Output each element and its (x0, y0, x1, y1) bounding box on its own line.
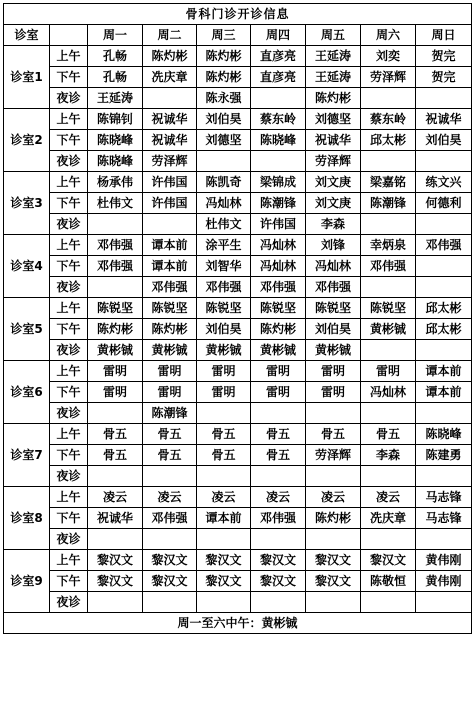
doctor-cell: 陈锐坚 (306, 298, 361, 319)
doctor-cell: 幸炳泉 (361, 235, 416, 256)
doctor-cell: 黎汉文 (251, 571, 306, 592)
session-label: 上午 (50, 235, 88, 256)
table-row (4, 445, 472, 466)
doctor-cell: 冯灿林 (251, 235, 306, 256)
doctor-cell: 陈永强 (197, 88, 251, 109)
doctor-cell: 陈锐坚 (361, 298, 416, 319)
doctor-cell: 陈锐坚 (143, 298, 197, 319)
doctor-cell: 祝诚华 (143, 130, 197, 151)
doctor-cell (251, 151, 306, 172)
session-label: 上午 (50, 109, 88, 130)
doctor-cell: 谭本前 (416, 361, 472, 382)
doctor-cell: 冼庆章 (143, 67, 197, 88)
doctor-cell (251, 88, 306, 109)
table-row (4, 193, 472, 214)
room-label: 诊室5 (4, 298, 50, 361)
doctor-cell: 骨五 (197, 424, 251, 445)
header-session (50, 25, 88, 46)
doctor-cell: 雷明 (143, 361, 197, 382)
doctor-cell: 骨五 (361, 424, 416, 445)
room-label: 诊室1 (4, 46, 50, 109)
table-row (4, 109, 472, 130)
doctor-cell (416, 88, 472, 109)
doctor-cell: 黎汉文 (88, 571, 143, 592)
doctor-cell: 陈晓峰 (88, 151, 143, 172)
doctor-cell: 骨五 (88, 445, 143, 466)
doctor-cell: 黎汉文 (197, 571, 251, 592)
doctor-cell: 凌云 (197, 487, 251, 508)
doctor-cell: 谭本前 (416, 382, 472, 403)
doctor-cell: 蔡东岭 (361, 109, 416, 130)
doctor-cell: 凌云 (306, 487, 361, 508)
doctor-cell (197, 403, 251, 424)
doctor-cell: 杨承伟 (88, 172, 143, 193)
session-label: 夜诊 (50, 88, 88, 109)
doctor-cell (306, 529, 361, 550)
doctor-cell: 劳泽辉 (361, 67, 416, 88)
doctor-cell: 雷明 (197, 361, 251, 382)
header-row (4, 25, 472, 46)
session-label: 上午 (50, 298, 88, 319)
doctor-cell: 祝诚华 (143, 109, 197, 130)
doctor-cell: 黄彬铖 (143, 340, 197, 361)
session-label: 下午 (50, 508, 88, 529)
doctor-cell: 陈灼彬 (197, 46, 251, 67)
table-row (4, 571, 472, 592)
doctor-cell: 陈晓峰 (88, 130, 143, 151)
table-row (4, 508, 472, 529)
doctor-cell: 黄彬铖 (251, 340, 306, 361)
doctor-cell: 骨五 (88, 424, 143, 445)
doctor-cell: 邱太彬 (416, 319, 472, 340)
session-label: 下午 (50, 319, 88, 340)
doctor-cell (361, 277, 416, 298)
doctor-cell: 许伟国 (251, 214, 306, 235)
doctor-cell: 冯灿林 (197, 193, 251, 214)
table-row (4, 382, 472, 403)
header-day: 周二 (143, 25, 197, 46)
doctor-cell: 黄伟刚 (416, 571, 472, 592)
doctor-cell: 许伟国 (143, 172, 197, 193)
doctor-cell: 雷明 (306, 382, 361, 403)
doctor-cell (88, 466, 143, 487)
table-row (4, 550, 472, 571)
doctor-cell: 陈潮锋 (251, 193, 306, 214)
table-row (4, 46, 472, 67)
doctor-cell: 陈晓峰 (416, 424, 472, 445)
table-row (4, 130, 472, 151)
doctor-cell: 黎汉文 (143, 550, 197, 571)
table-row (4, 277, 472, 298)
doctor-cell: 邓伟强 (306, 277, 361, 298)
doctor-cell (197, 466, 251, 487)
doctor-cell: 雷明 (306, 361, 361, 382)
doctor-cell: 劳泽辉 (306, 445, 361, 466)
doctor-cell: 黄彬铖 (197, 340, 251, 361)
doctor-cell (88, 214, 143, 235)
doctor-cell (143, 214, 197, 235)
doctor-cell: 陈潮锋 (143, 403, 197, 424)
doctor-cell: 劳泽辉 (143, 151, 197, 172)
doctor-cell: 黎汉文 (143, 571, 197, 592)
doctor-cell: 蔡东岭 (251, 109, 306, 130)
doctor-cell (197, 592, 251, 613)
doctor-cell: 刘奕 (361, 46, 416, 67)
doctor-cell: 梁嘉铭 (361, 172, 416, 193)
table-row (4, 466, 472, 487)
doctor-cell (361, 340, 416, 361)
room-label: 诊室7 (4, 424, 50, 487)
doctor-cell (416, 340, 472, 361)
doctor-cell: 直彦亮 (251, 46, 306, 67)
doctor-cell: 马志锋 (416, 508, 472, 529)
table-row (4, 151, 472, 172)
session-label: 上午 (50, 487, 88, 508)
doctor-cell: 陈建勇 (416, 445, 472, 466)
doctor-cell: 凌云 (143, 487, 197, 508)
doctor-cell: 何德利 (416, 193, 472, 214)
table-row (4, 424, 472, 445)
session-label: 上午 (50, 424, 88, 445)
doctor-cell: 邓伟强 (197, 277, 251, 298)
table-row (4, 592, 472, 613)
doctor-cell: 刘德坚 (306, 109, 361, 130)
doctor-cell: 祝诚华 (306, 130, 361, 151)
doctor-cell: 许伟国 (143, 193, 197, 214)
doctor-cell: 陈灼彬 (143, 46, 197, 67)
doctor-cell: 贺完 (416, 67, 472, 88)
table-row (4, 172, 472, 193)
doctor-cell (416, 592, 472, 613)
room-label: 诊室8 (4, 487, 50, 550)
session-label: 上午 (50, 46, 88, 67)
doctor-cell: 黄彬铖 (306, 340, 361, 361)
doctor-cell (197, 151, 251, 172)
doctor-cell: 劳泽辉 (306, 151, 361, 172)
doctor-cell: 刘伯昊 (197, 319, 251, 340)
doctor-cell (361, 403, 416, 424)
schedule-body (4, 46, 472, 613)
doctor-cell: 冼庆章 (361, 508, 416, 529)
doctor-cell (416, 151, 472, 172)
doctor-cell: 陈灼彬 (197, 67, 251, 88)
doctor-cell: 谭本前 (143, 256, 197, 277)
session-label: 下午 (50, 130, 88, 151)
doctor-cell: 王延涛 (88, 88, 143, 109)
doctor-cell: 杜伟文 (88, 193, 143, 214)
doctor-cell (88, 529, 143, 550)
doctor-cell (416, 256, 472, 277)
doctor-cell (143, 88, 197, 109)
doctor-cell: 黎汉文 (251, 550, 306, 571)
session-label: 夜诊 (50, 403, 88, 424)
doctor-cell: 黎汉文 (306, 571, 361, 592)
doctor-cell: 邓伟强 (251, 508, 306, 529)
doctor-cell (143, 466, 197, 487)
doctor-cell: 雷明 (251, 382, 306, 403)
doctor-cell: 雷明 (251, 361, 306, 382)
doctor-cell: 陈敬恒 (361, 571, 416, 592)
doctor-cell: 骨五 (306, 424, 361, 445)
table-row (4, 256, 472, 277)
doctor-cell: 黎汉文 (306, 550, 361, 571)
doctor-cell: 谭本前 (197, 508, 251, 529)
table-row (4, 319, 472, 340)
header-room: 诊室 (4, 25, 50, 46)
session-label: 上午 (50, 172, 88, 193)
doctor-cell (361, 466, 416, 487)
doctor-cell: 雷明 (88, 361, 143, 382)
doctor-cell (251, 592, 306, 613)
doctor-cell: 祝诚华 (88, 508, 143, 529)
doctor-cell (361, 214, 416, 235)
doctor-cell: 祝诚华 (416, 109, 472, 130)
doctor-cell: 刘伯昊 (306, 319, 361, 340)
doctor-cell: 刘伯昊 (416, 130, 472, 151)
doctor-cell: 冯灿林 (306, 256, 361, 277)
table-row (4, 235, 472, 256)
doctor-cell: 黄彬铖 (361, 319, 416, 340)
doctor-cell (88, 403, 143, 424)
doctor-cell: 黎汉文 (197, 550, 251, 571)
session-label: 下午 (50, 67, 88, 88)
table-row (4, 361, 472, 382)
doctor-cell: 骨五 (251, 445, 306, 466)
doctor-cell (306, 466, 361, 487)
header-day: 周一 (88, 25, 143, 46)
doctor-cell: 邓伟强 (251, 277, 306, 298)
doctor-cell: 黎汉文 (88, 550, 143, 571)
doctor-cell (143, 529, 197, 550)
doctor-cell: 黄伟刚 (416, 550, 472, 571)
session-label: 夜诊 (50, 151, 88, 172)
doctor-cell (251, 466, 306, 487)
doctor-cell: 冯灿林 (361, 382, 416, 403)
doctor-cell: 邓伟强 (143, 508, 197, 529)
doctor-cell: 骨五 (251, 424, 306, 445)
table-row (4, 340, 472, 361)
table-row (4, 298, 472, 319)
session-label: 夜诊 (50, 466, 88, 487)
doctor-cell: 陈锦钊 (88, 109, 143, 130)
doctor-cell (88, 277, 143, 298)
session-label: 夜诊 (50, 340, 88, 361)
doctor-cell: 刘伯昊 (197, 109, 251, 130)
doctor-cell: 邓伟强 (361, 256, 416, 277)
doctor-cell (416, 277, 472, 298)
doctor-cell (361, 592, 416, 613)
doctor-cell (197, 529, 251, 550)
doctor-cell: 王延涛 (306, 46, 361, 67)
doctor-cell: 陈锐坚 (251, 298, 306, 319)
doctor-cell (306, 592, 361, 613)
doctor-cell: 谭本前 (143, 235, 197, 256)
session-label: 夜诊 (50, 592, 88, 613)
table-row (4, 67, 472, 88)
doctor-cell: 凌云 (361, 487, 416, 508)
schedule-page (3, 3, 473, 634)
doctor-cell: 孔畅 (88, 46, 143, 67)
session-label: 上午 (50, 361, 88, 382)
doctor-cell: 王延涛 (306, 67, 361, 88)
header-day: 周五 (306, 25, 361, 46)
doctor-cell: 孔畅 (88, 67, 143, 88)
table-row (4, 529, 472, 550)
doctor-cell: 陈凯奇 (197, 172, 251, 193)
session-label: 夜诊 (50, 529, 88, 550)
doctor-cell: 邱太彬 (361, 130, 416, 151)
doctor-cell: 陈灼彬 (306, 88, 361, 109)
doctor-cell: 骨五 (197, 445, 251, 466)
clinic-schedule-table (3, 3, 472, 634)
doctor-cell: 陈灼彬 (251, 319, 306, 340)
doctor-cell: 邓伟强 (88, 256, 143, 277)
header-day: 周日 (416, 25, 472, 46)
doctor-cell: 刘文庚 (306, 193, 361, 214)
doctor-cell (361, 151, 416, 172)
doctor-cell: 刘文庚 (306, 172, 361, 193)
header-day: 周三 (197, 25, 251, 46)
doctor-cell (416, 466, 472, 487)
doctor-cell: 凌云 (88, 487, 143, 508)
doctor-cell: 陈晓峰 (251, 130, 306, 151)
doctor-cell: 雷明 (143, 382, 197, 403)
doctor-cell: 雷明 (197, 382, 251, 403)
doctor-cell (306, 403, 361, 424)
doctor-cell: 陈潮锋 (361, 193, 416, 214)
doctor-cell: 刘德坚 (197, 130, 251, 151)
doctor-cell: 凌云 (251, 487, 306, 508)
session-label: 夜诊 (50, 277, 88, 298)
doctor-cell: 刘锋 (306, 235, 361, 256)
doctor-cell: 冯灿林 (251, 256, 306, 277)
doctor-cell (416, 529, 472, 550)
doctor-cell: 陈锐坚 (88, 298, 143, 319)
doctor-cell: 李森 (361, 445, 416, 466)
room-label: 诊室3 (4, 172, 50, 235)
doctor-cell: 陈灼彬 (143, 319, 197, 340)
header-day: 周四 (251, 25, 306, 46)
doctor-cell (416, 214, 472, 235)
doctor-cell (251, 403, 306, 424)
doctor-cell (251, 529, 306, 550)
room-label: 诊室9 (4, 550, 50, 613)
doctor-cell: 贺完 (416, 46, 472, 67)
doctor-cell: 陈锐坚 (197, 298, 251, 319)
room-label: 诊室2 (4, 109, 50, 172)
doctor-cell: 邱太彬 (416, 298, 472, 319)
room-label: 诊室6 (4, 361, 50, 424)
session-label: 下午 (50, 445, 88, 466)
table-row (4, 88, 472, 109)
doctor-cell: 黎汉文 (361, 550, 416, 571)
footer-note: 周一至六中午：黄彬铖 (4, 613, 472, 634)
session-label: 夜诊 (50, 214, 88, 235)
doctor-cell: 杜伟文 (197, 214, 251, 235)
doctor-cell: 涂平生 (197, 235, 251, 256)
doctor-cell: 邓伟强 (416, 235, 472, 256)
doctor-cell (361, 88, 416, 109)
doctor-cell (143, 592, 197, 613)
doctor-cell (88, 592, 143, 613)
doctor-cell (361, 529, 416, 550)
table-row (4, 214, 472, 235)
room-label: 诊室4 (4, 235, 50, 298)
doctor-cell: 梁锦成 (251, 172, 306, 193)
doctor-cell: 刘智华 (197, 256, 251, 277)
doctor-cell: 黄彬铖 (88, 340, 143, 361)
session-label: 下午 (50, 382, 88, 403)
doctor-cell: 陈灼彬 (88, 319, 143, 340)
doctor-cell: 李森 (306, 214, 361, 235)
doctor-cell: 直彦亮 (251, 67, 306, 88)
page-title: 骨科门诊开诊信息 (4, 4, 472, 25)
doctor-cell: 陈灼彬 (306, 508, 361, 529)
session-label: 下午 (50, 193, 88, 214)
doctor-cell: 骨五 (143, 424, 197, 445)
doctor-cell: 邓伟强 (143, 277, 197, 298)
doctor-cell: 雷明 (361, 361, 416, 382)
table-row (4, 403, 472, 424)
session-label: 下午 (50, 256, 88, 277)
header-day: 周六 (361, 25, 416, 46)
doctor-cell: 雷明 (88, 382, 143, 403)
doctor-cell: 练文兴 (416, 172, 472, 193)
session-label: 上午 (50, 550, 88, 571)
doctor-cell: 骨五 (143, 445, 197, 466)
doctor-cell (416, 403, 472, 424)
doctor-cell: 邓伟强 (88, 235, 143, 256)
table-row (4, 487, 472, 508)
session-label: 下午 (50, 571, 88, 592)
doctor-cell: 马志锋 (416, 487, 472, 508)
